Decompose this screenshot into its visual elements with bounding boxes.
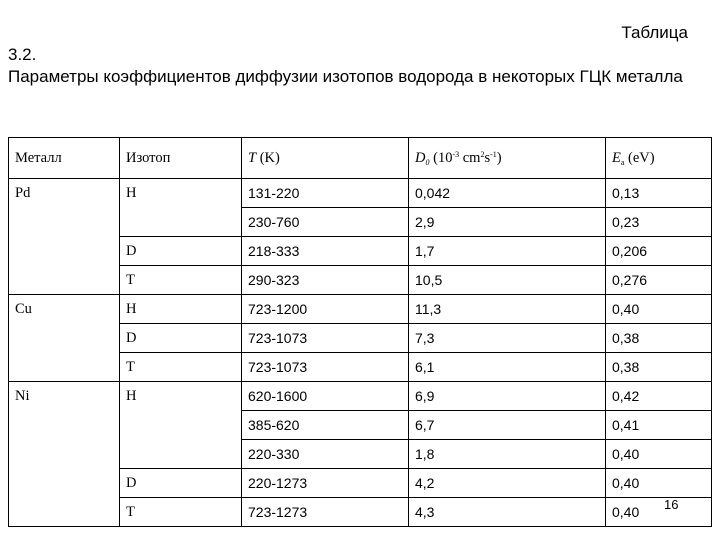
cell-temperature: 723-1200 <box>242 295 409 324</box>
table-caption <box>8 22 688 88</box>
cell-temperature: 723-1073 <box>242 324 409 353</box>
header-metal: Металл <box>9 138 120 179</box>
cell-isotope: H <box>120 179 242 237</box>
cell-d0: 10,5 <box>409 266 606 295</box>
header-temperature: T (K) <box>242 138 409 179</box>
cell-isotope: H <box>120 382 242 469</box>
cell-temperature: 131-220 <box>242 179 409 208</box>
cell-ea: 0,41 <box>606 411 712 440</box>
cell-temperature: 220-1273 <box>242 469 409 498</box>
cell-d0: 2,9 <box>409 208 606 237</box>
cell-d0: 11,3 <box>409 295 606 324</box>
table-row <box>9 382 712 411</box>
cell-isotope: T <box>120 353 242 382</box>
cell-metal-pd: Pd <box>9 179 120 295</box>
cell-d0: 6,7 <box>409 411 606 440</box>
cell-ea: 0,40 <box>606 295 712 324</box>
cell-temperature: 230-760 <box>242 208 409 237</box>
cell-isotope: H <box>120 295 242 324</box>
cell-ea: 0,38 <box>606 324 712 353</box>
cell-isotope: D <box>120 469 242 498</box>
cell-ea: 0,40 <box>606 498 712 527</box>
diffusion-parameters-table <box>8 137 712 527</box>
cell-metal-ni: Ni <box>9 382 120 527</box>
cell-temperature: 290-323 <box>242 266 409 295</box>
cell-ea: 0,40 <box>606 440 712 469</box>
cell-temperature: 723-1273 <box>242 498 409 527</box>
caption-number: 3.2. <box>8 45 37 64</box>
cell-ea: 0,38 <box>606 353 712 382</box>
cell-d0: 4,2 <box>409 469 606 498</box>
cell-d0: 0,042 <box>409 179 606 208</box>
cell-d0: 1,7 <box>409 237 606 266</box>
header-d0: $D_0$ ($10^{-3}$ $cm^2s^{-1}$) <box>409 138 606 179</box>
header-ea: $E_a$ (eV) <box>606 138 712 179</box>
table-row <box>9 179 712 208</box>
cell-ea: 0,42 <box>606 382 712 411</box>
cell-isotope: D <box>120 324 242 353</box>
cell-d0: 1,8 <box>409 440 606 469</box>
caption-title: Параметры коэффициентов диффузии изотопов водорода в некоторых ГЦК металла <box>8 67 683 86</box>
cell-d0: 4,3 <box>409 498 606 527</box>
cell-d0: 6,1 <box>409 353 606 382</box>
cell-temperature: 385-620 <box>242 411 409 440</box>
cell-metal-cu: Cu <box>9 295 120 382</box>
cell-temperature: 218-333 <box>242 237 409 266</box>
cell-temperature: 723-1073 <box>242 353 409 382</box>
caption-label: Таблица <box>621 23 688 42</box>
cell-ea: 0,276 <box>606 266 712 295</box>
cell-d0: 7,3 <box>409 324 606 353</box>
cell-isotope: T <box>120 498 242 527</box>
cell-ea: 0,23 <box>606 208 712 237</box>
cell-isotope: D <box>120 237 242 266</box>
table-row <box>9 295 712 324</box>
page-number: 16 <box>664 497 679 512</box>
table-header-row <box>9 138 712 179</box>
cell-ea: 0,13 <box>606 179 712 208</box>
cell-isotope: T <box>120 266 242 295</box>
cell-temperature: 220-330 <box>242 440 409 469</box>
cell-d0: 6,9 <box>409 382 606 411</box>
cell-ea: 0,40 <box>606 469 712 498</box>
cell-temperature: 620-1600 <box>242 382 409 411</box>
header-isotope: Изотоп <box>120 138 242 179</box>
cell-ea: 0,206 <box>606 237 712 266</box>
